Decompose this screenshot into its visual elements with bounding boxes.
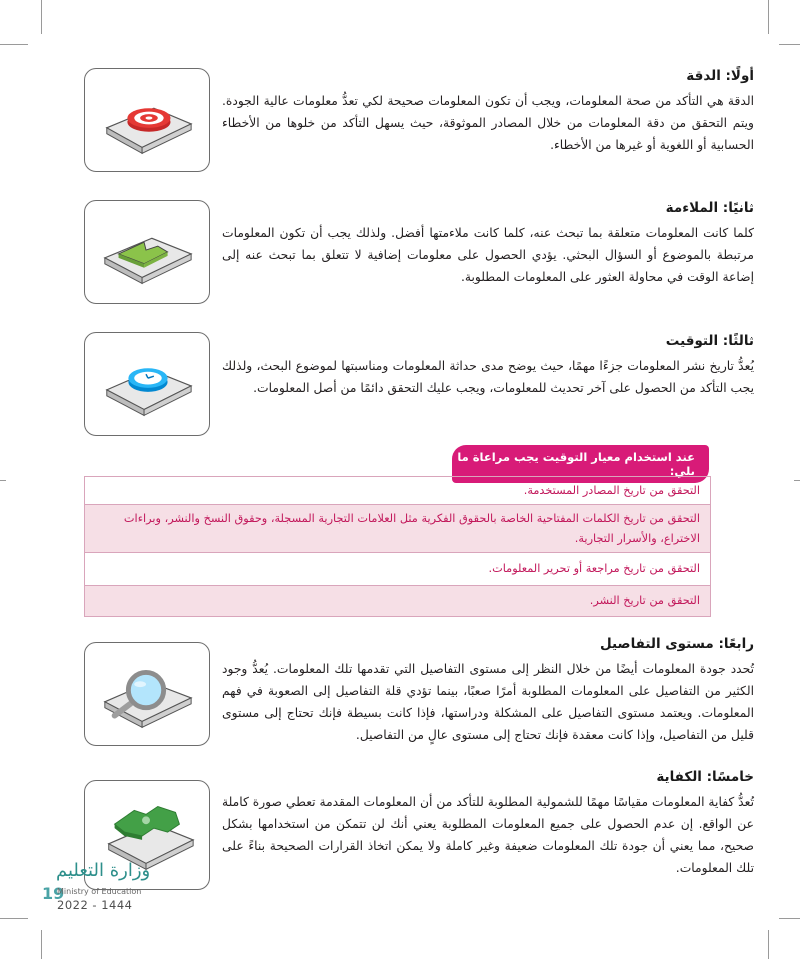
list-item: [85, 586, 710, 616]
section-body: تُعدُّ كفاية المعلومات مقياسًا مهمًا للشمولية المطلوبة للتأكد من أن المعلومات المقدمة تعطي صورة كاملة عن الواقع. إن عدم الحصول على جميع المعلومات المطلوبة يعني أنك لن تتمكن من استخدامها بشكل صحيح، مما يعني أن جودة تلك المعلومات ضعيفة وغير كاملة ولا يمكن اتخاذ القرارات الصحيحة بناءً على تلك المعلومات.: [222, 795, 754, 875]
crop-mark: [779, 44, 800, 45]
target-icon: [85, 69, 209, 171]
ministry-english: Ministry of Education: [57, 887, 142, 896]
list-item: [85, 553, 710, 586]
section-heading: ثالثًا: التوقيت: [665, 333, 754, 349]
crop-mark: [41, 0, 42, 34]
timing-checklist: [84, 476, 711, 617]
timing-illustration: [84, 332, 210, 436]
list-item-text: التحقق من تاريخ الكلمات المفتاحية الخاصة بالحقوق الفكرية مثل العلامات التجارية المسجلة، وحقوق النسخ والنشر، وبراءات الاختراع، والأسرار التجارية.: [123, 511, 700, 545]
ministry-logo: وزارة التعليم: [56, 860, 151, 881]
list-item: [85, 505, 710, 553]
accuracy-illustration: [84, 68, 210, 172]
crop-mark: [779, 918, 800, 919]
section-heading: أولًا: الدقة: [686, 68, 754, 84]
crop-mark: [794, 480, 800, 481]
crop-mark: [0, 480, 6, 481]
section-body: يُعدُّ تاريخ نشر المعلومات جزءًا مهمًا، حيث يوضح مدى حداثة المعلومات ومناسبتها لموضوع البحث، ولذلك يجب التأكد من الحصول على آخر تحديث للمعلومات، ويجب عليك التحقق دائمًا من أصل المعلومات.: [222, 359, 754, 395]
section-body: تُحدد جودة المعلومات أيضًا من خلال النظر إلى مستوى التفاصيل التي تقدمها تلك المعلومات. يُعدُّ وجود الكثير من التفاصيل على المعلومات المطلوبة أمرًا صعبًا، بينما تؤدي قلة التفاصيل إلى الصعوبة في فهم المعلومات. ويعتمد مستوى التفاصيل على المشكلة ودراستها، فإذا كانت بسيطة فإنك تحتاج إلى مستوى قليل من التفاصيل، وإذا كانت معقدة فإنك تحتاج إلى مستوى عالٍ من التفاصيل.: [222, 662, 754, 742]
section-sufficiency: [222, 769, 754, 879]
crop-mark: [0, 44, 28, 45]
detail-illustration: [84, 642, 210, 746]
section-heading: رابعًا: مستوى التفاصيل: [600, 636, 754, 652]
magnifier-icon: [85, 643, 209, 745]
crop-mark: [41, 930, 42, 959]
section-body: كلما كانت المعلومات متعلقة بما تبحث عنه، كلما كانت ملاءمتها أفضل. ولذلك يجب أن تكون المعلومات مرتبطة بالموضوع أو السؤال البحثي. يؤدي الحصول على معلومات إضافية لا تتعلق بما تبحث عنه إلى إضاعة الوقت في محاولة العثور على المعلومات المطلوبة.: [222, 226, 754, 284]
section-detail: [222, 636, 754, 746]
section-timing: [222, 333, 754, 399]
crop-mark: [768, 930, 769, 959]
page-number: 19: [42, 884, 65, 903]
section-heading: خامسًا: الكفاية: [656, 769, 754, 785]
section-relevance: [222, 200, 754, 288]
year-label: 2022 - 1444: [57, 898, 133, 912]
puzzle-fit-icon: [85, 201, 209, 303]
crop-mark: [768, 0, 769, 34]
section-body: الدقة هي التأكد من صحة المعلومات، ويجب أن تكون المعلومات صحيحة لكي تعدُّ معلومات عالية الجودة. ويتم التحقق من دقة المعلومات من خلال المصادر الموثوقة، حيث يسهل التأكد من خلوها من الأخطاء الحسابية أو اللغوية أو غيرها من الأخطاء.: [222, 94, 754, 152]
section-accuracy: [222, 68, 754, 156]
section-heading: ثانيًا: الملاءمة: [665, 200, 754, 216]
list-item: [85, 477, 710, 505]
list-item-text: التحقق من تاريخ النشر.: [589, 594, 700, 607]
list-item-text: التحقق من تاريخ مراجعة أو تحرير المعلومات.: [488, 562, 700, 575]
timing-box-title-text: عند استخدام معيار التوقيت يجب مراعاة ما يلي:: [457, 450, 695, 478]
list-item-text: التحقق من تاريخ المصادر المستخدمة.: [523, 483, 700, 497]
crop-mark: [0, 918, 28, 919]
clock-icon: [85, 333, 209, 435]
relevance-illustration: [84, 200, 210, 304]
